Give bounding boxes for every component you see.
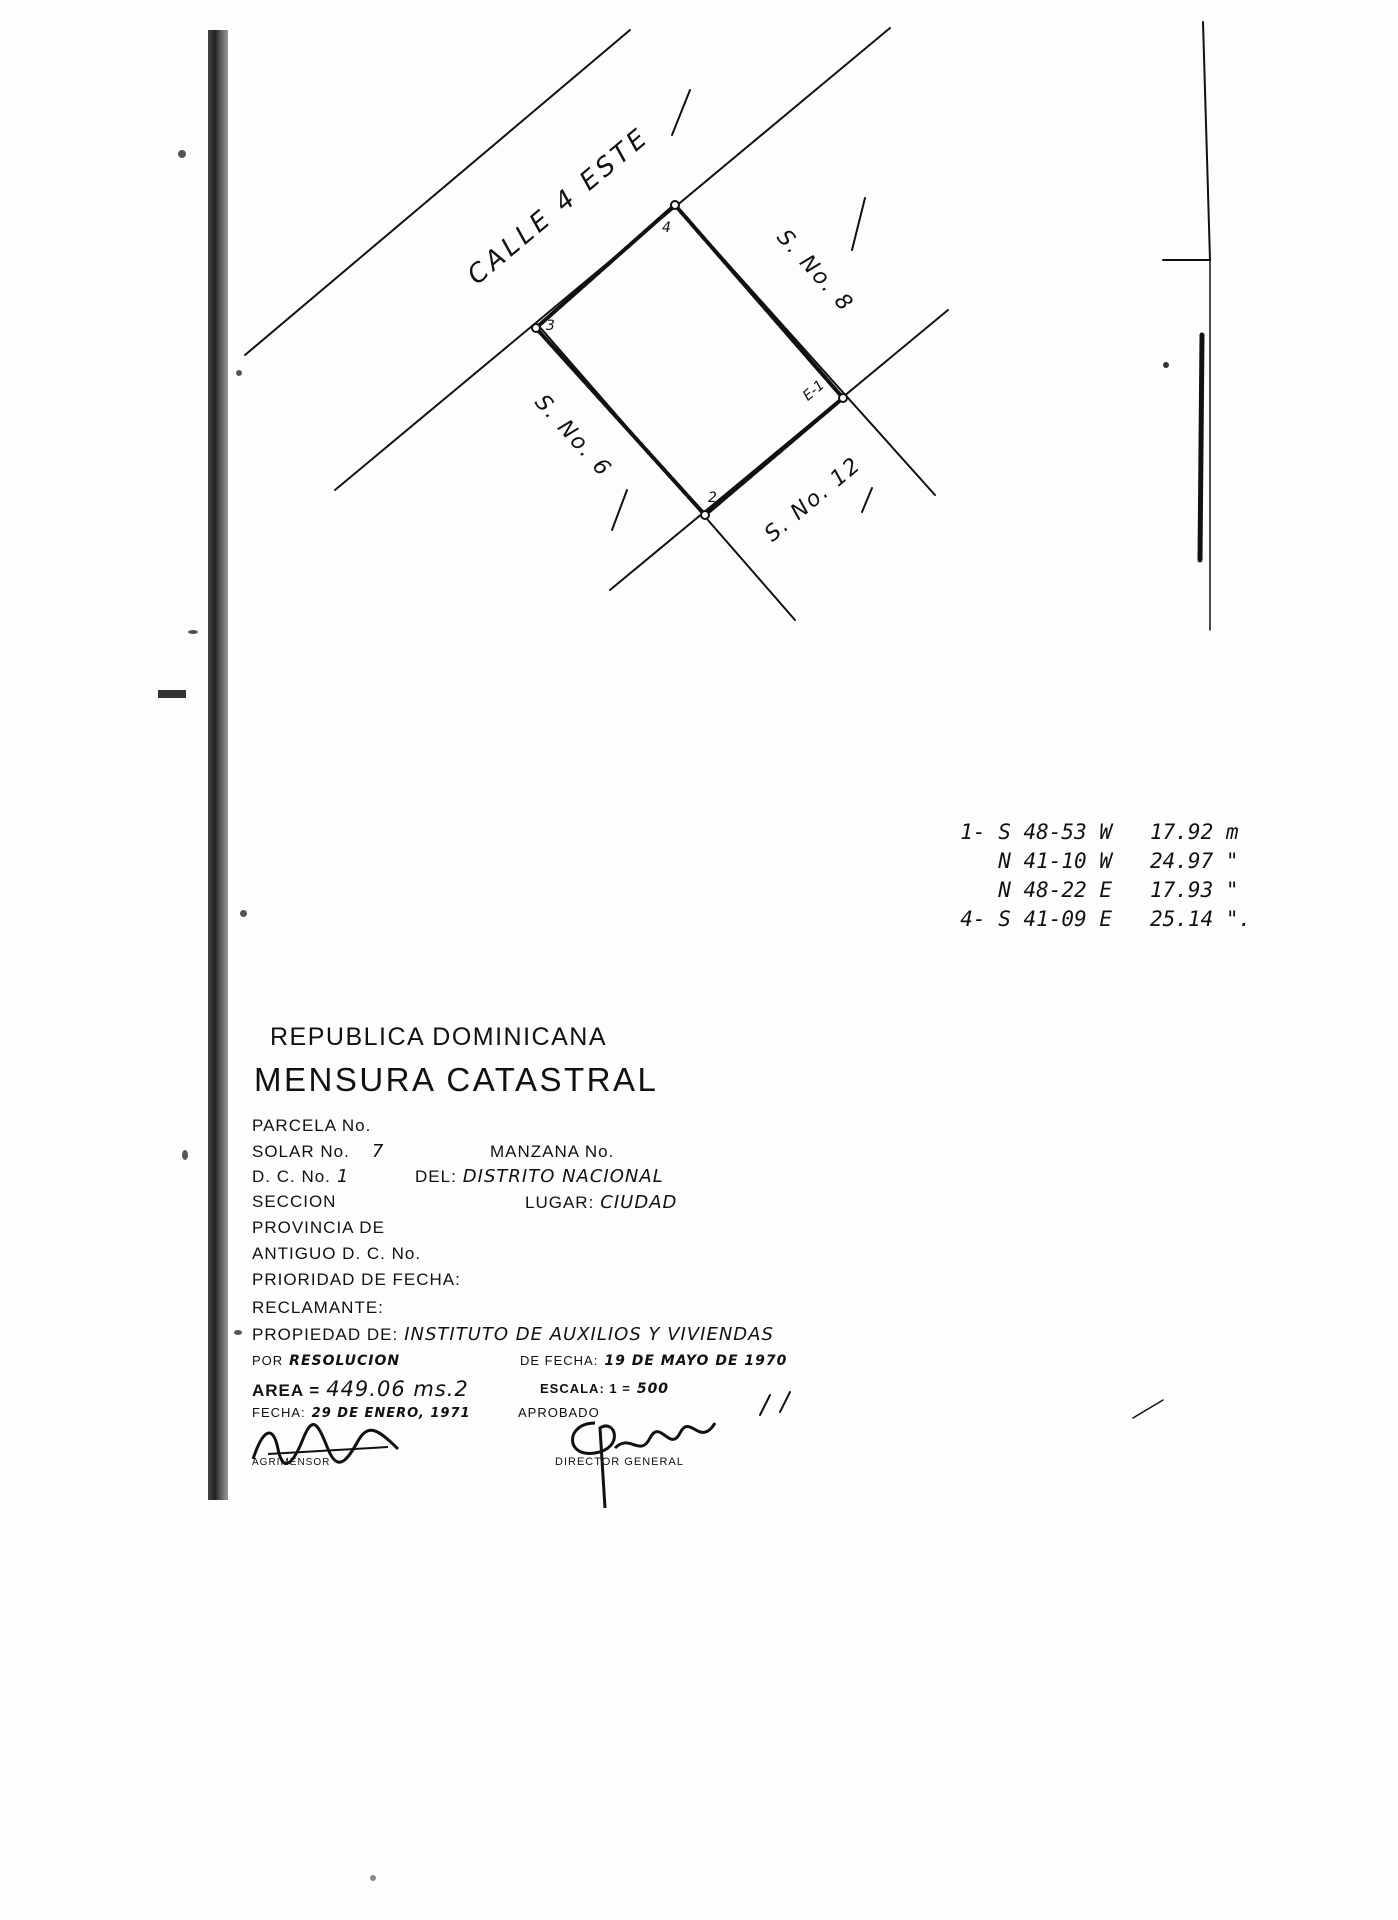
traverse-distance: 24.97 " bbox=[1150, 849, 1239, 873]
antiguo-field bbox=[252, 1244, 421, 1264]
reclamante-label: RECLAMANTE: bbox=[252, 1298, 384, 1317]
traverse-table bbox=[900, 818, 1251, 934]
escala-label: ESCALA: 1 = bbox=[540, 1381, 631, 1396]
traverse-row bbox=[900, 905, 1251, 934]
prioridad-label: PRIORIDAD DE FECHA: bbox=[252, 1270, 461, 1289]
tick-mark bbox=[780, 1392, 790, 1412]
agency-heading: MENSURA CATASTRAL bbox=[254, 1061, 659, 1098]
por-value: RESOLUCION bbox=[289, 1353, 401, 1369]
street-label: CALLE 4 ESTE bbox=[462, 121, 656, 291]
manzana-label: MANZANA No. bbox=[490, 1142, 615, 1161]
solar-field bbox=[252, 1141, 384, 1162]
adjacent-lot-south: S. No. 12 bbox=[760, 452, 867, 548]
corner-point-3 bbox=[532, 324, 540, 332]
corner-point-2 bbox=[701, 511, 709, 519]
antiguo-label: ANTIGUO D. C. No. bbox=[252, 1244, 422, 1263]
traverse-bearing: N 48-22 E bbox=[998, 878, 1112, 902]
scan-dot bbox=[370, 1875, 376, 1881]
de-fecha-label: DE FECHA: bbox=[520, 1353, 599, 1368]
corner-point-4 bbox=[671, 201, 679, 209]
traverse-distance: 17.93 " bbox=[1150, 878, 1239, 902]
director-label: DIRECTOR GENERAL bbox=[555, 1456, 684, 1468]
tick-mark bbox=[672, 90, 690, 135]
lugar-label: LUGAR: bbox=[525, 1193, 595, 1212]
lugar-field bbox=[525, 1192, 677, 1213]
de-fecha-value: 19 DE MAYO DE 1970 bbox=[604, 1353, 788, 1369]
director-field bbox=[555, 1456, 684, 1468]
traverse-row bbox=[900, 847, 1251, 876]
traverse-row bbox=[900, 876, 1251, 905]
traverse-distance: 25.14 ". bbox=[1150, 907, 1252, 931]
area-field bbox=[252, 1377, 469, 1401]
aprobado-label: APROBADO bbox=[518, 1405, 600, 1420]
corner-label-3: 3 bbox=[546, 318, 555, 334]
country-heading: REPUBLICA DOMINICANA bbox=[270, 1023, 608, 1051]
adjacent-lot-west: S. No. 6 bbox=[529, 390, 617, 483]
prioridad-field bbox=[252, 1270, 461, 1290]
de-fecha-field bbox=[520, 1353, 787, 1369]
por-field bbox=[252, 1353, 400, 1369]
escala-value: 500 bbox=[636, 1381, 670, 1397]
adjacent-lot-north: S. No. 8 bbox=[771, 225, 859, 318]
del-field bbox=[415, 1166, 664, 1187]
agrimensor-label: AGRIMENSOR bbox=[252, 1457, 331, 1468]
solar-value: 7 bbox=[371, 1141, 385, 1162]
propiedad-label: PROPIEDAD DE: bbox=[252, 1325, 399, 1344]
margin-line bbox=[1203, 22, 1210, 260]
tick-mark bbox=[612, 490, 627, 530]
manzana-field bbox=[490, 1141, 620, 1162]
del-label: DEL: bbox=[415, 1167, 457, 1186]
propiedad-value: INSTITUTO DE AUXILIOS Y VIVIENDAS bbox=[404, 1324, 774, 1345]
por-label: POR bbox=[252, 1353, 284, 1368]
area-value: 449.06 ms.2 bbox=[326, 1377, 469, 1401]
tick-mark bbox=[862, 488, 872, 512]
traverse-row bbox=[900, 818, 1251, 847]
corner-label-4: 4 bbox=[662, 220, 671, 236]
lugar-value: CIUDAD bbox=[600, 1192, 678, 1213]
traverse-bearing: N 41-10 W bbox=[998, 849, 1112, 873]
tick-mark bbox=[760, 1395, 770, 1415]
escala-field bbox=[540, 1381, 669, 1397]
corner-label-1: E-1 bbox=[800, 377, 828, 405]
dc-label: D. C. No. bbox=[252, 1167, 331, 1186]
agrimensor-field bbox=[252, 1457, 330, 1468]
tick-mark bbox=[1133, 1400, 1163, 1418]
traverse-bearing: 1- S 48-53 W bbox=[960, 820, 1112, 844]
scan-dot bbox=[1163, 362, 1169, 368]
parcela-field bbox=[252, 1115, 377, 1136]
seccion-field bbox=[252, 1192, 336, 1212]
dc-value: 1 bbox=[336, 1166, 350, 1187]
tick-mark bbox=[852, 198, 865, 250]
provincia-label: PROVINCIA DE bbox=[252, 1218, 385, 1237]
seccion-label: SECCION bbox=[252, 1192, 337, 1211]
fecha-label: FECHA: bbox=[252, 1405, 306, 1420]
corner-point-1 bbox=[839, 394, 847, 402]
traverse-bearing: 4- S 41-09 E bbox=[960, 907, 1112, 931]
propiedad-field bbox=[252, 1324, 774, 1345]
traverse-distance: 17.92 m bbox=[1150, 820, 1239, 844]
parcela-label: PARCELA No. bbox=[252, 1116, 372, 1135]
solar-label: SOLAR No. bbox=[252, 1142, 350, 1161]
area-label: AREA = bbox=[252, 1381, 321, 1400]
fecha-value: 29 DE ENERO, 1971 bbox=[311, 1406, 471, 1421]
reclamante-field bbox=[252, 1298, 384, 1318]
margin-bar bbox=[1200, 335, 1202, 560]
del-value: DISTRITO NACIONAL bbox=[462, 1166, 664, 1187]
provincia-field bbox=[252, 1218, 385, 1238]
corner-label-2: 2 bbox=[708, 490, 717, 506]
dc-field bbox=[252, 1166, 349, 1187]
